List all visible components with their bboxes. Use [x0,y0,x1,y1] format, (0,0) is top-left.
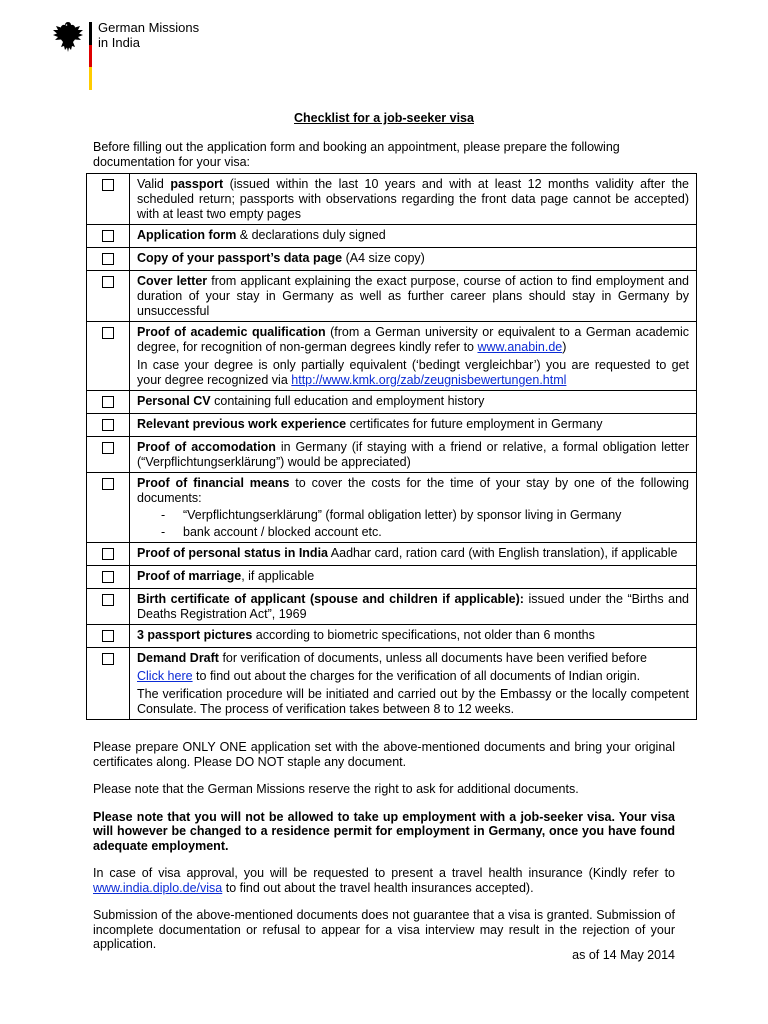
flag-black-stripe [89,22,92,45]
item-note: to find out about the charges for the verification of all documents of Indian origin. [192,669,641,683]
checkbox[interactable] [102,594,114,606]
checklist-row [87,391,697,414]
checklist-item-text [130,625,697,648]
checkbox-cell [87,391,130,414]
note-no-guarantee: Submission of the above-mentioned documents does not guarantee that a visa is granted. Submission of incomplete documentation or refusal to appear for a visa interview may result in the rejection of your application. [93,908,675,951]
item-title: Proof of academic qualification [137,325,326,339]
checklist-item-text [130,225,697,248]
note-health-insurance [93,866,675,895]
checkbox[interactable] [102,419,114,431]
checkbox-cell [87,566,130,589]
checklist-table [86,173,697,720]
item-title: Proof of accomodation [137,440,276,454]
checklist-item-text [130,248,697,271]
organization-name [98,20,199,50]
item-title: Copy of your passport’s data page [137,251,343,265]
checklist-row [87,174,697,225]
checkbox[interactable] [102,478,114,490]
flag-gold-stripe [89,67,92,90]
checklist-row [87,648,697,720]
checkbox-cell [87,648,130,720]
checkbox-cell [87,322,130,391]
checklist-row [87,414,697,437]
checkbox[interactable] [102,442,114,454]
document-title-text: Checklist for a job-seeker visa [294,111,474,125]
closing-notes [93,740,675,965]
checkbox-cell [87,225,130,248]
checklist-item-text [130,648,697,720]
intro-text: Before filling out the application form and booking an appointment, please prepare the following documentation for your visa: [93,140,620,169]
diplo-visa-link[interactable]: www.india.diplo.de/visa [93,880,223,895]
checklist-item-text [130,322,697,391]
document-date: as of 14 May 2014 [572,948,675,962]
item-description: & declarations duly signed [236,228,386,242]
checklist-row [87,225,697,248]
item-tail: ) [562,340,567,354]
checklist-row [87,566,697,589]
item-title: Personal CV [137,394,211,408]
sub-item [137,525,689,540]
item-description: (A4 size copy) [342,251,425,265]
item-title: Relevant previous work experience [137,417,347,431]
sub-item-text: bank account / blocked account etc. [183,525,382,539]
item-title: Birth certificate of applicant (spouse and children if applicable): [137,592,524,606]
checklist-item-text [130,271,697,322]
kmk-zab-link[interactable]: http://www.kmk.org/zab/zeugnisbewertungen.html [291,373,567,387]
checkbox[interactable] [102,253,114,265]
checkbox[interactable] [102,630,114,642]
checklist-item-text [130,437,697,473]
checkbox-cell [87,473,130,543]
checkbox[interactable] [102,548,114,560]
flag-red-stripe [89,45,92,68]
item-description: (from a German university or equivalent to a German academic degree, for recognition of non-german degrees kindly refer to [137,325,689,354]
note-one-set: Please prepare ONLY ONE application set with the above-mentioned documents and bring your original certificates along. Please DO NOT staple any document. [93,740,675,769]
sub-item [137,508,689,523]
item-description: Aadhar card, ration card (with English translation), if applicable [328,546,678,560]
bullet-dash: - [161,508,166,522]
item-description: containing full education and employment history [210,394,485,408]
checklist-row [87,437,697,473]
checklist-item-text [130,589,697,625]
item-description: issued under the “Births and Deaths Registration Act”, 1969 [137,592,689,621]
checkbox[interactable] [102,571,114,583]
health-insurance-text-b: to find out about the travel health insurances accepted). [222,880,534,895]
checkbox-cell [87,414,130,437]
checkbox-cell [87,543,130,566]
checkbox-cell [87,589,130,625]
sub-item-text: “Verpflichtungserklärung” (formal obligation letter) by sponsor living in Germany [183,508,622,522]
item-note: In case your degree is only partially equivalent (‘bedingt vergleichbar’) you are requested to get your degree recognized via [137,358,689,387]
checklist-item-text [130,543,697,566]
checkbox[interactable] [102,653,114,665]
org-line-2: in India [98,35,140,50]
checklist-item-text [130,414,697,437]
flag-bar [89,22,92,90]
checkbox-cell [87,248,130,271]
org-line-1: German Missions [98,20,200,35]
item-description: according to biometric specifications, not older than 6 months [252,628,595,642]
checkbox[interactable] [102,276,114,288]
checkbox[interactable] [102,327,114,339]
item-title: passport [170,177,224,191]
document-title [0,111,768,125]
health-insurance-text-a: In case of visa approval, you will be requested to present a travel health insurance (Kindly refer to [93,866,675,880]
checklist-row [87,248,697,271]
checkbox[interactable] [102,230,114,242]
checklist-item-text [130,391,697,414]
checkbox[interactable] [102,396,114,408]
item-description: to cover the costs for the time of your stay by one of the following documents: [137,476,689,505]
checklist-row [87,625,697,648]
item-note: The verification procedure will be initiated and carried out by the Embassy or the locally competent Consulate. The process of verification takes between 8 to 12 weeks. [137,687,689,716]
checkbox-cell [87,625,130,648]
note-employment-warning: Please note that you will not be allowed to take up employment with a job-seeker visa. Your visa will however be changed to a residence permit for employment in Germany, once you have found adequate employment. [93,809,675,853]
click-here-link[interactable]: Click here [137,669,193,683]
checklist-row [87,322,697,391]
checklist-row [87,589,697,625]
item-title: Application form [137,228,237,242]
bullet-dash: - [161,525,166,539]
item-description: from applicant explaining the exact purpose, course of action to find employment and duration of your stay in Germany as well as further career plans should stay in Germany by unsuccessful [137,274,689,318]
item-title: Proof of financial means [137,476,290,490]
item-description: certificates for future employment in Germany [346,417,603,431]
item-title: Proof of personal status in India [137,546,328,560]
anabin-link[interactable]: www.anabin.de [477,340,563,354]
item-title: Demand Draft [137,651,219,665]
checklist-item-text [130,566,697,589]
item-description: in Germany (if staying with a friend or relative, a formal obligation letter (“Verpflichtungserklärung”) would be appreciated) [137,440,689,469]
checkbox-cell [87,437,130,473]
checklist-row [87,271,697,322]
item-description: for verification of documents, unless all documents have been verified before [218,651,647,665]
item-description: , if applicable [241,569,315,583]
note-additional-documents: Please note that the German Missions reserve the right to ask for additional documents. [93,782,579,796]
item-prefix: Valid [137,177,171,191]
item-title: Cover letter [137,274,208,288]
item-title: Proof of marriage [137,569,242,583]
item-title: 3 passport pictures [137,628,253,642]
checkbox-cell [87,271,130,322]
checklist-item-text [130,473,697,543]
item-description: (issued within the last 10 years and with at least 12 months validity after the scheduled return; passports with observations regarding the front data page cannot be accepted) with at least two empty pages [137,177,689,221]
checklist-row [87,543,697,566]
checklist-item-text [130,174,697,225]
checklist-row [87,473,697,543]
checkbox-cell [87,174,130,225]
federal-eagle-icon [52,20,84,54]
checkbox[interactable] [102,179,114,191]
